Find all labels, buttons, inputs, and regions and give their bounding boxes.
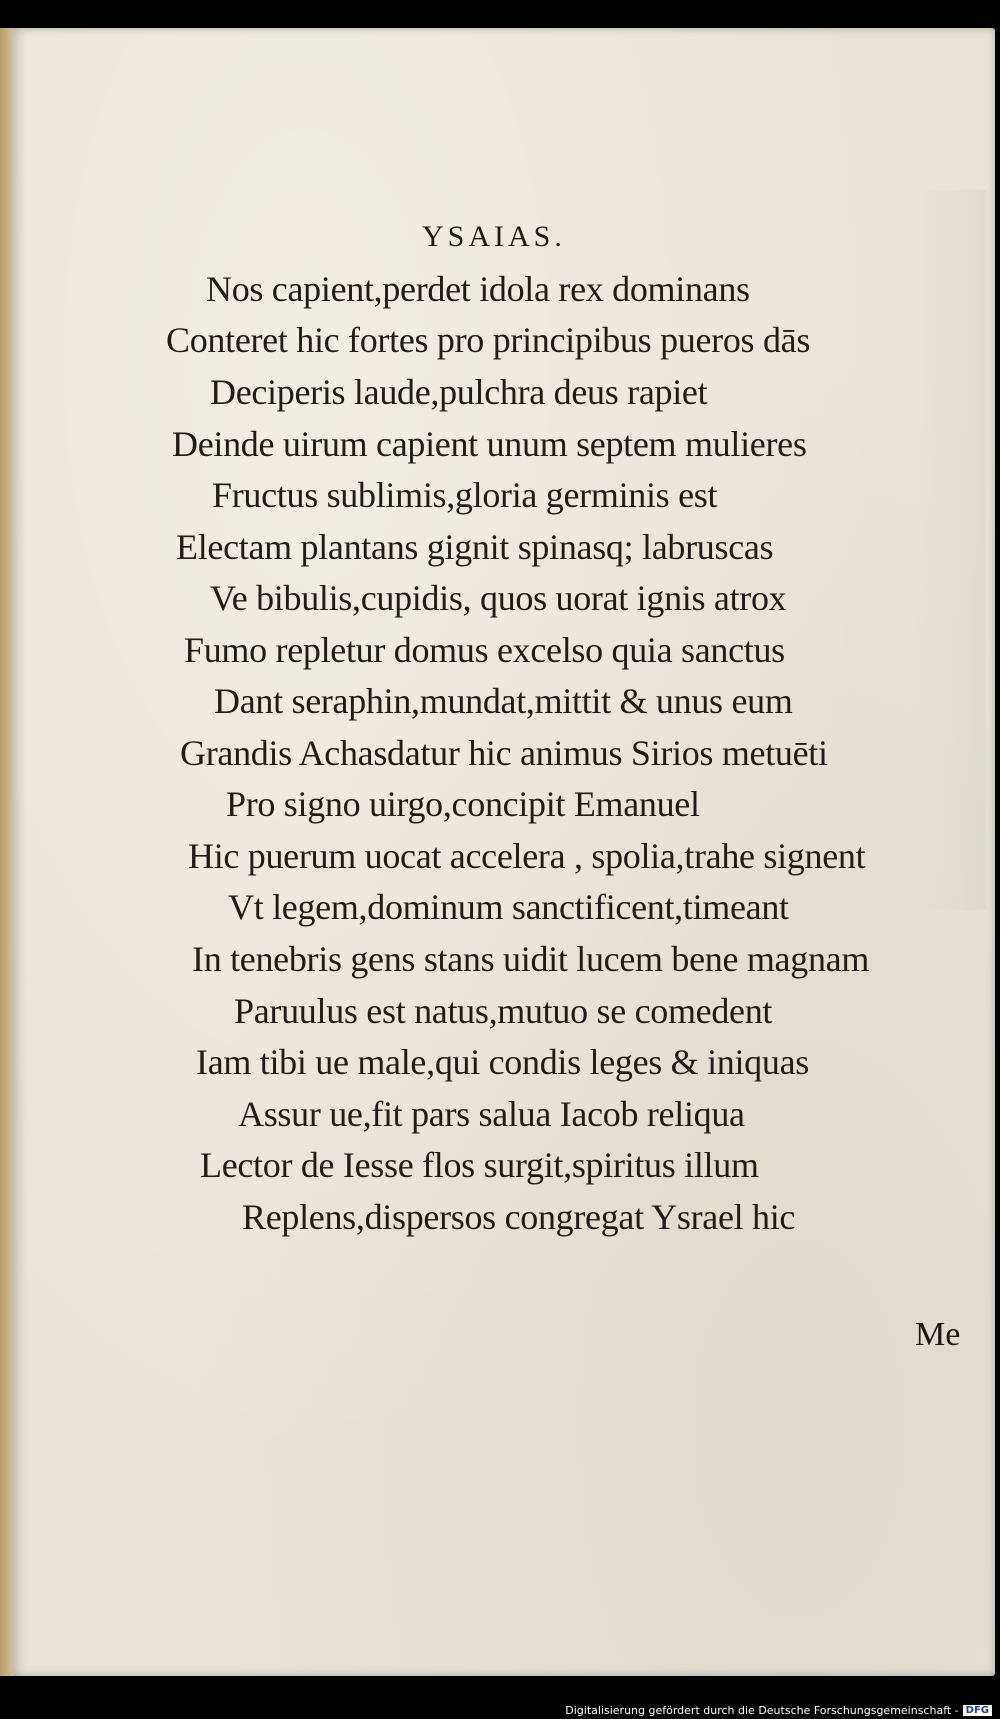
verse-line: Grandis Achasdatur hic animus Sirios metuēti — [180, 733, 828, 773]
verse-line: Lector de Iesse flos surgit,spiritus illum — [200, 1145, 759, 1185]
verse-line: Hic puerum uocat accelera , spolia,trahe signent — [188, 836, 866, 876]
verse-line: Fructus sublimis,gloria germinis est — [212, 475, 718, 515]
verse-line: Conteret hic fortes pro principibus pueros dās — [166, 320, 811, 360]
page-heading: YSAIAS. — [422, 220, 566, 253]
verse-line: Iam tibi ue male,qui condis leges & iniquas — [196, 1042, 809, 1082]
verse-line: Deciperis laude,pulchra deus rapiet — [210, 372, 708, 412]
verse-line: Dant seraphin,mundat,mittit & unus eum — [214, 681, 793, 721]
show-through-shadow — [916, 190, 986, 910]
verse-line: Deinde uirum capient unum septem mulieres — [172, 424, 807, 464]
verse-line: Vt legem,dominum sanctificent,timeant — [228, 887, 789, 927]
verse-line: Replens,dispersos congregat Ysrael hic — [242, 1197, 796, 1237]
verse-line: Assur ue,fit pars salua Iacob reliqua — [238, 1094, 745, 1134]
verse-line: Paruulus est natus,mutuo se comedent — [234, 991, 773, 1031]
verse-line: Ve bibulis,cupidis, quos uorat ignis atrox — [210, 578, 787, 618]
digitization-footer — [565, 1704, 992, 1717]
verse-line: Nos capient,perdet idola rex dominans — [206, 269, 750, 309]
footer-text: Digitalisierung gefördert durch die Deutsche Forschungsgemeinschaft - — [565, 1704, 959, 1717]
verse-line: In tenebris gens stans uidit lucem bene magnam — [192, 939, 870, 979]
catchword: Me — [915, 1316, 961, 1353]
dfg-logo-icon: DFG — [963, 1705, 992, 1716]
verse-line: Fumo repletur domus excelso quia sanctus — [184, 630, 785, 670]
verse-line: Pro signo uirgo,concipit Emanuel — [226, 784, 700, 824]
verse-line: Electam plantans gignit spinasq; labruscas — [176, 527, 774, 567]
